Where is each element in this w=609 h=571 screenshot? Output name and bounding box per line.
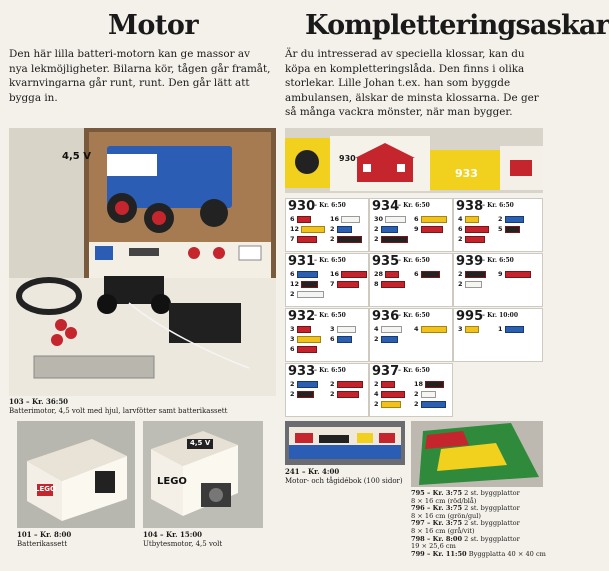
brick-shape (505, 226, 520, 233)
set-number: 931 (288, 254, 316, 269)
brick-count: 2 (498, 215, 503, 223)
set-number: 939 (456, 254, 484, 269)
set-brick-row (330, 335, 352, 343)
brick-shape (381, 226, 398, 233)
motor-main-price: 103 – Kr. 36:50 (9, 397, 69, 406)
set-brick-row (290, 290, 324, 298)
brick-shape (337, 391, 359, 398)
brick-shape (297, 391, 314, 398)
set-brick-row (374, 400, 401, 408)
set-cell-936 (369, 308, 453, 362)
set-price: – Kr. 6:50 (314, 257, 346, 264)
brick-count: 16 (330, 215, 340, 223)
set-number: 995 (456, 309, 484, 324)
brick-count: 9 (498, 270, 503, 278)
set-brick-row (458, 235, 485, 243)
brick-shape (381, 401, 401, 408)
set-brick-row (290, 225, 325, 233)
set-brick-row (290, 280, 318, 288)
brick-count: 2 (374, 400, 379, 408)
set-brick-row (498, 225, 520, 233)
set-price: – Kr. 6:50 (314, 312, 346, 319)
idea-book-price: 241 – Kr. 4:00 (285, 467, 340, 476)
set-brick-row (374, 390, 405, 398)
set-brick-row (330, 380, 363, 388)
brick-count: 2 (374, 380, 379, 388)
brick-count: 18 (414, 380, 424, 388)
battery-box-price: 101 – Kr. 8:00 (17, 530, 72, 539)
set-number: 938 (456, 199, 484, 214)
box-930-label: 930 (339, 154, 356, 163)
spare-motor-photo (143, 421, 263, 528)
set-brick-row (290, 325, 311, 333)
brick-count: 2 (414, 390, 419, 398)
brick-shape (505, 326, 524, 333)
brick-shape (297, 326, 311, 333)
plate-796: 796 – Kr. 3:75 2 st. byggplattor 8 × 16 cm (grön/gul) (411, 504, 520, 520)
set-brick-row (458, 280, 482, 288)
set-brick-row (374, 380, 395, 388)
set-cell-932 (285, 308, 369, 362)
set-brick-row (374, 235, 408, 243)
brick-shape (297, 271, 318, 278)
set-brick-row (414, 400, 446, 408)
brick-shape (337, 226, 352, 233)
brick-count: 6 (414, 270, 419, 278)
set-number: 933 (288, 364, 316, 379)
brick-count: 3 (290, 335, 295, 343)
brick-shape (505, 216, 524, 223)
set-brick-row (330, 280, 359, 288)
brick-count: 2 (330, 225, 335, 233)
brick-count: 4 (458, 215, 463, 223)
brick-count: 9 (414, 225, 419, 233)
brick-shape (465, 226, 489, 233)
set-price: – Kr. 6:50 (398, 312, 430, 319)
brick-shape (381, 381, 395, 388)
brick-count: 7 (330, 280, 335, 288)
motor-main-desc: Batterimotor, 4,5 volt med hjul, larvfötter samt batterikassett (9, 406, 228, 415)
set-cell-939 (453, 253, 543, 307)
set-price: – Kr. 6:50 (482, 202, 514, 209)
spare-motor-price: 104 – Kr. 15:00 (143, 530, 203, 539)
motor-title: Motor (108, 10, 199, 41)
set-brick-row (414, 390, 436, 398)
plate-798: 798 – Kr. 8:00 2 st. byggplattor 19 × 25,6 cm (411, 534, 520, 551)
brick-shape (337, 281, 359, 288)
brick-shape (301, 281, 318, 288)
brick-shape (297, 291, 324, 298)
brick-count: 2 (374, 335, 379, 343)
motor-intro: Den här lilla batteri-motorn kan ge massor av nya lekmöjligheter. Bilarna kör, tågen går framåt, kvarnvingarna går runt, runt. Den går lätt att bygga in. (9, 48, 271, 104)
motor-main-caption (9, 398, 276, 415)
brick-shape (381, 336, 398, 343)
brick-count: 5 (498, 225, 503, 233)
set-brick-row (330, 325, 356, 333)
brick-shape (381, 236, 408, 243)
brick-count: 6 (330, 335, 335, 343)
set-brick-row (414, 270, 440, 278)
brick-count: 12 (290, 280, 300, 288)
brick-count: 4 (374, 390, 379, 398)
set-brick-row (330, 235, 362, 243)
set-brick-row (374, 270, 399, 278)
brick-shape (341, 216, 360, 223)
set-price: – Kr. 6:50 (398, 202, 430, 209)
brick-shape (421, 326, 447, 333)
brick-count: 30 (374, 215, 384, 223)
brick-shape (297, 236, 317, 243)
set-brick-row (290, 215, 311, 223)
battery-box-desc: Batterikassett (17, 539, 68, 548)
brick-count: 1 (498, 325, 503, 333)
set-cell-995 (453, 308, 543, 362)
plate-797: 797 – Kr. 3:75 2 st. byggplattor 8 × 16 cm (grå/vit) (411, 519, 520, 535)
brick-count: 2 (458, 235, 463, 243)
brick-shape (337, 236, 362, 243)
set-brick-row (374, 225, 398, 233)
set-brick-row (290, 390, 314, 398)
brick-count: 6 (290, 270, 295, 278)
brick-shape (421, 216, 447, 223)
set-brick-row (290, 380, 318, 388)
battery-box-caption (17, 531, 135, 548)
base-plates-photo (411, 421, 543, 487)
spare-motor-desc: Utbytesmotor, 4,5 volt (143, 539, 223, 548)
brick-count: 2 (458, 270, 463, 278)
brick-count: 3 (330, 325, 335, 333)
set-brick-row (414, 380, 444, 388)
brick-shape (297, 336, 321, 343)
set-price: – Kr. 6:50 (482, 257, 514, 264)
brick-count: 2 (290, 390, 295, 398)
brick-count: 6 (290, 345, 295, 353)
brick-shape (297, 381, 318, 388)
brick-shape (465, 281, 482, 288)
brick-shape (381, 326, 402, 333)
brick-shape (465, 326, 479, 333)
set-brick-row (498, 215, 524, 223)
brick-count: 28 (374, 270, 384, 278)
base-plates-caption (411, 490, 549, 558)
set-brick-row (374, 280, 405, 288)
set-number: 935 (372, 254, 400, 269)
set-brick-row (414, 325, 447, 333)
set-cell-938 (453, 198, 543, 252)
brick-count: 16 (330, 270, 340, 278)
motor-main-photo (9, 128, 276, 396)
box-label-45v: 4,5 V (62, 151, 91, 162)
set-cell-933 (285, 363, 369, 417)
set-number: 934 (372, 199, 400, 214)
set-price: – Kr. 6:50 (398, 367, 430, 374)
brick-shape (421, 391, 436, 398)
set-brick-row (374, 335, 398, 343)
set-brick-row (330, 270, 367, 278)
set-price: – Kr. 6:50 (398, 257, 430, 264)
brick-shape (385, 271, 399, 278)
sets-intro: Är du intresserad av speciella klossar, kan du köpa en kompletteringslåda. Den finns i olika storlekar. Lille Johan t.ex. han som byggde ambulansen, älskar de minsta klossarna. De ger så många vackra mönster, när man bygger. (285, 48, 539, 118)
brick-shape (297, 346, 317, 353)
sets-boxes-photo (285, 128, 543, 193)
brick-shape (301, 226, 325, 233)
brick-count: 2 (290, 380, 295, 388)
brick-shape (297, 216, 311, 223)
set-cell-930 (285, 198, 369, 252)
set-brick-row (330, 225, 352, 233)
brick-count: 2 (330, 380, 335, 388)
battery-box-lego: LEGO (35, 485, 56, 493)
brick-count: 2 (330, 390, 335, 398)
brick-shape (421, 401, 446, 408)
brick-count: 6 (290, 215, 295, 223)
brick-shape (337, 336, 352, 343)
set-cell-931 (285, 253, 369, 307)
brick-shape (505, 271, 531, 278)
brick-count: 2 (414, 400, 419, 408)
brick-count: 12 (290, 225, 300, 233)
brick-shape (381, 281, 405, 288)
set-brick-row (290, 235, 317, 243)
set-brick-row (330, 215, 360, 223)
brick-count: 2 (290, 290, 295, 298)
set-number: 937 (372, 364, 400, 379)
brick-shape (425, 381, 444, 388)
idea-book-desc: Motor- och tågidébok (100 sidor) (285, 476, 403, 485)
brick-shape (421, 271, 440, 278)
brick-shape (385, 216, 406, 223)
brick-shape (337, 326, 356, 333)
set-brick-row (498, 325, 524, 333)
brick-shape (337, 381, 363, 388)
brick-count: 2 (374, 225, 379, 233)
sets-title: Kompletteringsaskar (305, 10, 609, 41)
brick-shape (341, 271, 367, 278)
set-brick-row (414, 225, 443, 233)
brick-count: 6 (414, 215, 419, 223)
brick-shape (465, 216, 479, 223)
idea-book-caption (285, 468, 405, 485)
set-number: 932 (288, 309, 316, 324)
set-price: – Kr. 6:50 (314, 202, 346, 209)
brick-shape (465, 236, 485, 243)
brick-count: 2 (330, 235, 335, 243)
battery-box-photo (17, 421, 135, 528)
spare-motor-caption (143, 531, 263, 548)
set-brick-row (374, 325, 402, 333)
brick-count: 4 (414, 325, 419, 333)
set-cell-937 (369, 363, 453, 417)
brick-shape (465, 271, 486, 278)
idea-book-photo (285, 421, 405, 465)
set-cell-935 (369, 253, 453, 307)
brick-count: 6 (458, 225, 463, 233)
set-number: 930 (288, 199, 316, 214)
brick-count: 3 (458, 325, 463, 333)
spare-motor-lego: LEGO (157, 476, 187, 487)
set-brick-row (498, 270, 531, 278)
set-brick-row (330, 390, 359, 398)
spare-motor-45v: 4,5 V (190, 439, 211, 447)
brick-count: 4 (374, 325, 379, 333)
brick-shape (421, 226, 443, 233)
set-cell-934 (369, 198, 453, 252)
set-price: – Kr. 6:50 (314, 367, 346, 374)
set-brick-row (290, 335, 321, 343)
plate-795: 795 – Kr. 3:75 2 st. byggplattor 8 × 16 cm (röd/blå) (411, 489, 520, 505)
brick-shape (381, 391, 405, 398)
set-number: 936 (372, 309, 400, 324)
brick-count: 2 (374, 235, 379, 243)
set-price: – Kr. 10:00 (482, 312, 519, 319)
plate-799: 799 – Kr. 11:50 Byggplatta 40 × 40 cm (411, 549, 546, 558)
set-brick-row (414, 215, 447, 223)
set-brick-row (290, 345, 317, 353)
brick-count: 8 (374, 280, 379, 288)
brick-count: 2 (458, 280, 463, 288)
set-brick-row (458, 325, 479, 333)
set-brick-row (458, 270, 486, 278)
set-brick-row (458, 215, 479, 223)
set-brick-row (290, 270, 318, 278)
set-brick-row (458, 225, 489, 233)
set-brick-row (374, 215, 406, 223)
box-933-label: 933 (455, 167, 478, 180)
brick-count: 7 (290, 235, 295, 243)
brick-count: 3 (290, 325, 295, 333)
